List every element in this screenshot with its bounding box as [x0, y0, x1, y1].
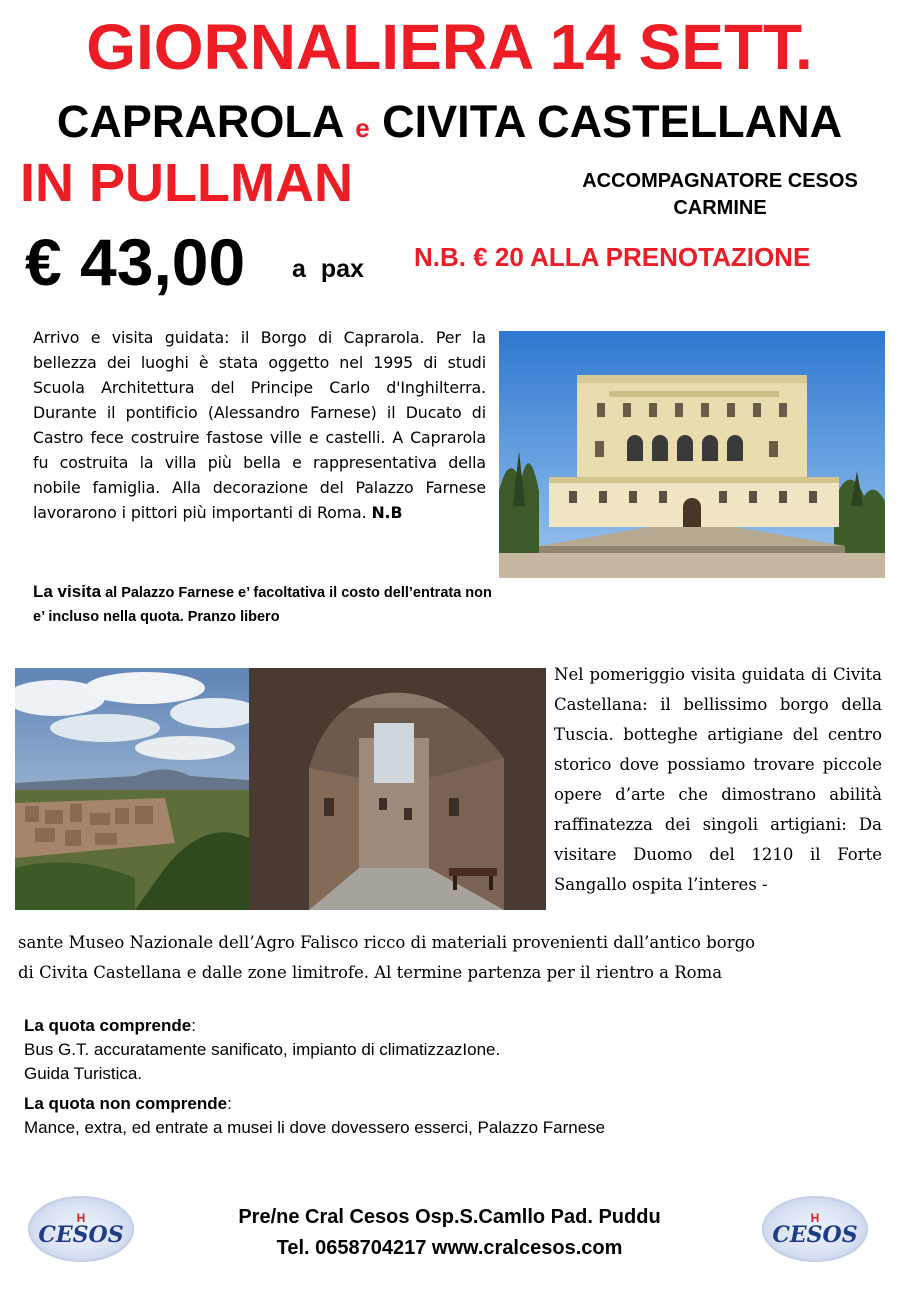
civita-castellana-panorama-photo — [15, 668, 249, 910]
logo-mark: H — [810, 1211, 820, 1225]
includes-item: Guida Turistica. — [24, 1064, 143, 1083]
morning-text: Arrivo e visita guidata: il Borgo di Caprarola. Per la bellezza dei luoghi è stata oggetto nel 1995 di studi Scuola Architettura del Principe Carlo d'Inghilterra. Durante il pontificio (Alessandro Farnese) il Ducato di Castro fece costruire fastose ville e castelli. A Caprarola fu costruita la villa più bella e rappresentativa della nobile famiglia. Alla decorazione del Palazzo Farnese lavorarono i pittori più importanti di Roma. — [33, 328, 486, 522]
phone-website: Tel. 0658704217 www.cralcesos.com — [276, 1237, 623, 1259]
includes-colon: : — [191, 1016, 196, 1035]
booking-info: Pre/ne Cral Cesos Osp.S.Camllo Pad. Puddu — [238, 1206, 661, 1228]
cesos-logo-right — [762, 1196, 868, 1262]
transport-label: IN PULLMAN — [20, 153, 353, 213]
contact-footer — [150, 1202, 749, 1264]
visit-note-lead: La visita — [33, 582, 102, 601]
excludes-section — [24, 1092, 605, 1140]
destination-caprarola: CAPRAROLA — [56, 96, 343, 147]
subtitle-conjunction: e — [355, 113, 370, 143]
visit-note — [33, 580, 493, 629]
includes-item: Bus G.T. accuratamente sanificato, impianto di climatizzazIone. — [24, 1040, 501, 1059]
escort-line-1: ACCOMPAGNATORE CESOS — [582, 170, 858, 192]
price-unit: a pax — [292, 255, 364, 283]
escort-line-2: CARMINE — [673, 197, 767, 219]
escort-info — [540, 168, 899, 222]
deposit-note: N.B. € 20 ALLA PRENOTAZIONE — [414, 242, 811, 272]
morning-description — [33, 325, 486, 525]
visit-note-text: al Palazzo Farnese e’ facoltativa il costo dell’entrata non e’ incluso nella quota. Pranzo libero — [33, 585, 492, 625]
excludes-item: Mance, extra, ed entrate a musei li dove dovessero esserci, Palazzo Farnese — [24, 1118, 606, 1137]
afternoon-description: Nel pomeriggio visita guidata di Civita Castellana: il bellissimo borgo della Tuscia. botteghe artigiane del centro storico dove possiamo trovare piccole opere d’arte che dimostrano abilità raffinatezza dei singoli artigiani: Da visitare Duomo del 1210 il Forte Sangallo ospita l’interes - — [554, 665, 882, 894]
destinations-subtitle — [0, 92, 899, 158]
civita-castellana-alley-photo — [249, 668, 546, 910]
afternoon-description-continued: sante Museo Nazionale dell’Agro Falisco ricco di materiali provenienti dall’antico borgo di Civita Castellana e dalle zone limitrofe. Al termine partenza per il rientro a Roma — [18, 933, 756, 982]
includes-section — [24, 1014, 500, 1086]
cesos-logo-left — [28, 1196, 134, 1262]
includes-title: La quota comprende — [24, 1016, 192, 1035]
excludes-title: La quota non comprende — [24, 1094, 228, 1113]
destination-civita-castellana: CIVITA CASTELLANA — [382, 96, 843, 147]
price: € 43,00 — [25, 225, 246, 299]
logo-mark: H — [76, 1211, 86, 1225]
page-title: GIORNALIERA 14 SETT. — [86, 11, 813, 83]
logo-text: CESOS — [772, 1222, 858, 1248]
palazzo-farnese-photo — [499, 331, 885, 578]
logo-text: CESOS — [38, 1222, 124, 1248]
nb-label: N.B — [371, 503, 403, 522]
excludes-colon: : — [227, 1094, 232, 1113]
